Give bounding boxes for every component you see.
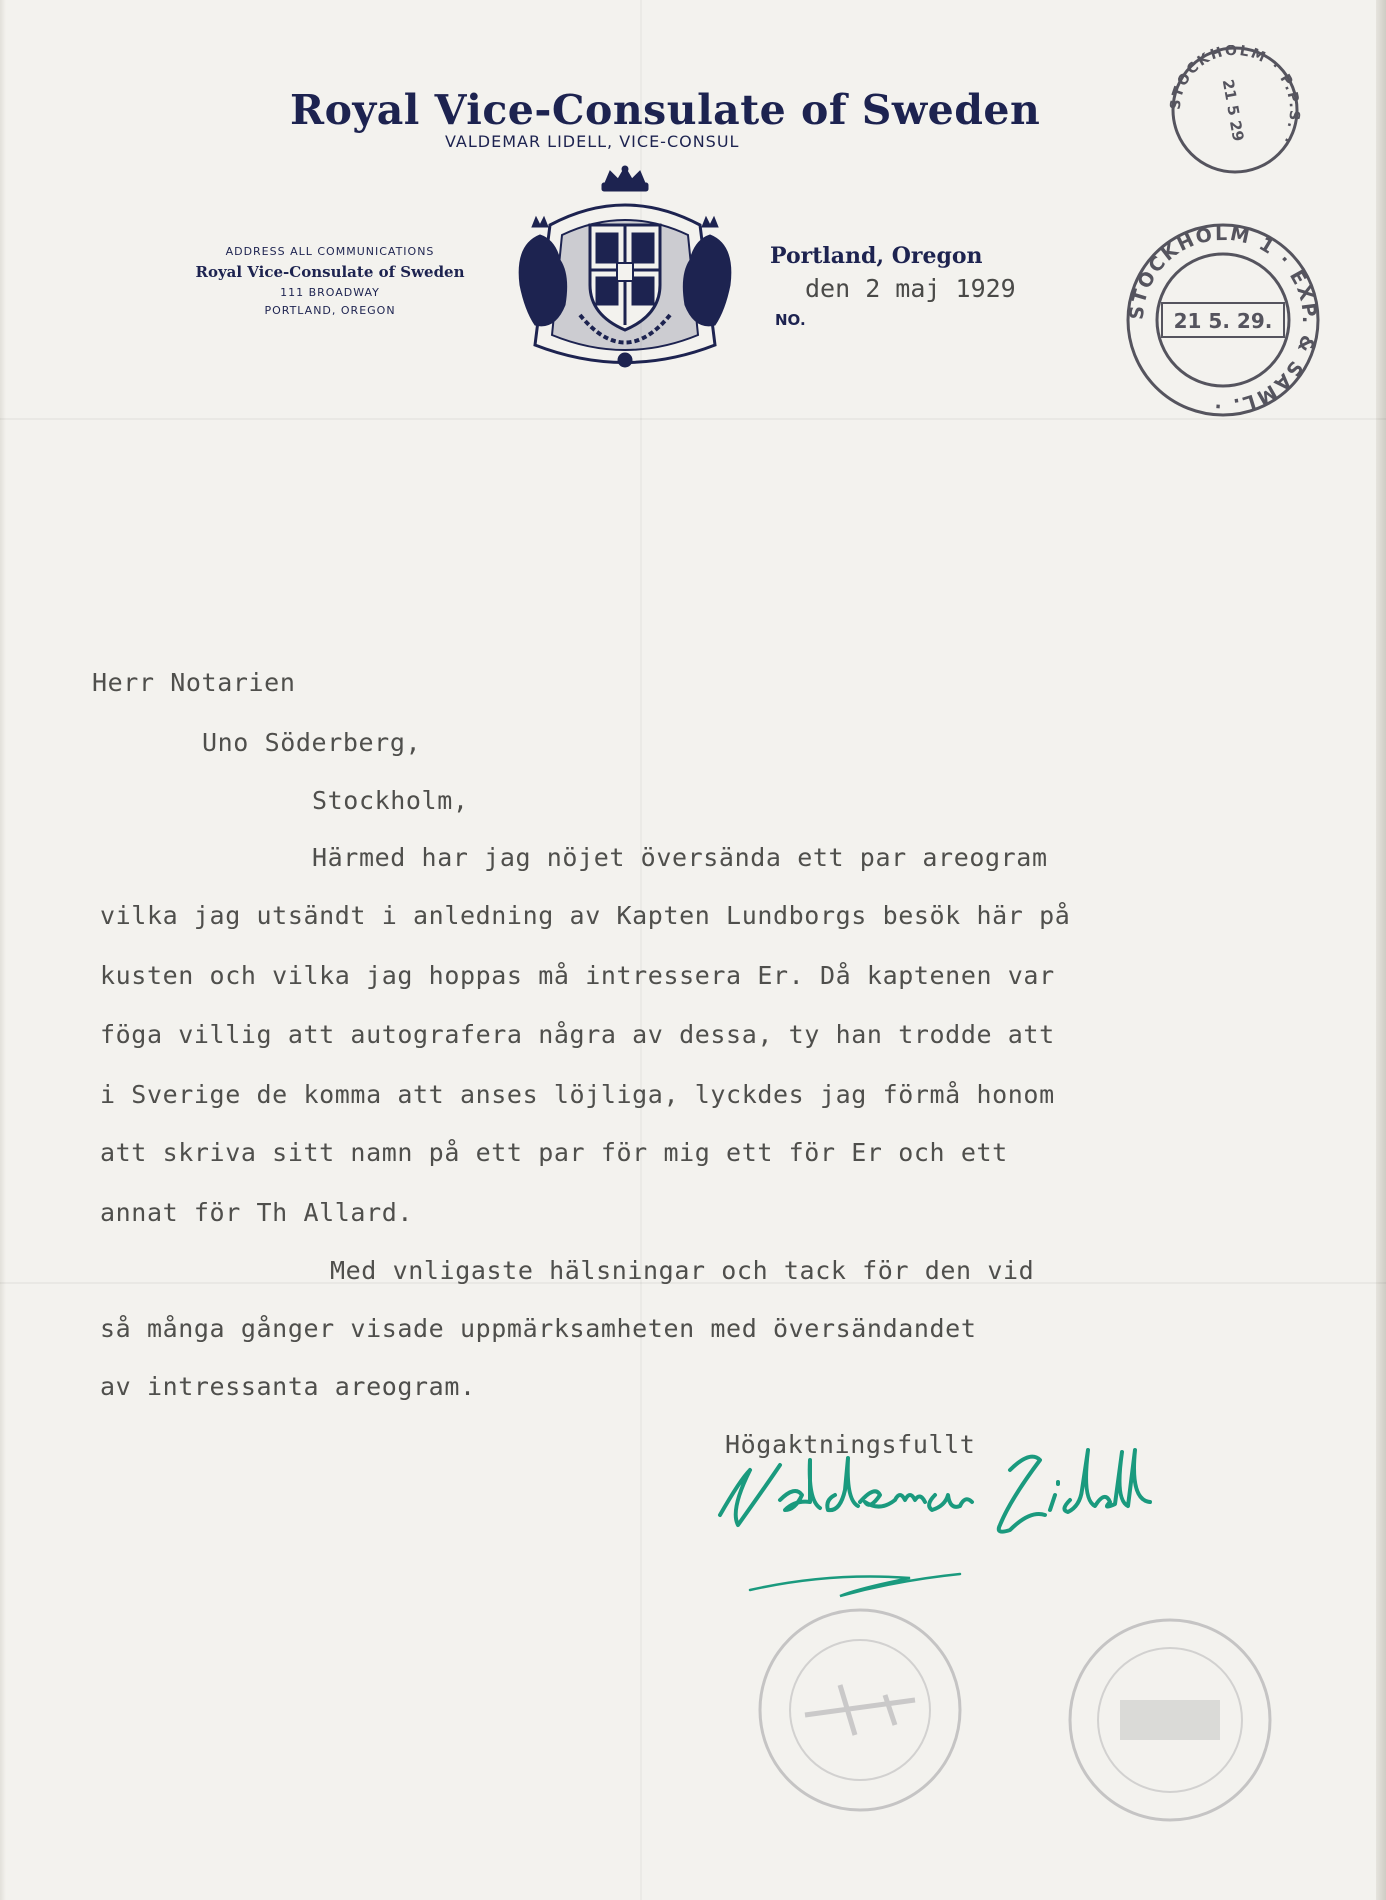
salutation-line: Uno Söderberg, [202,728,422,757]
letter-place: Portland, Oregon [770,243,983,269]
address-line: 111 BROADWAY [280,286,380,299]
signature [710,1440,1190,1620]
stamp-ring-text: STOCKHOLM · P.P.S. · [1167,45,1303,148]
letterhead-title: Royal Vice-Consulate of Sweden [290,86,1041,134]
coat-of-arms-icon [510,165,740,380]
paper-edge-right [1376,0,1386,1900]
body-line: Härmed har jag nöjet översända ett par areogram [312,843,1048,872]
body-line: av intressanta areogram. [100,1372,476,1401]
address-line: PORTLAND, OREGON [264,304,396,317]
postmark-stamp-large [1115,215,1330,425]
stamp-date: 21 5. 29. [1173,309,1273,333]
body-line: så många gånger visade uppmärksamheten med översändandet [100,1314,977,1343]
letterhead-address [170,245,490,317]
postmark-stamp-small [1160,45,1310,175]
stamp-ring-text: STOCKHOLM 1 · EXP. & SAML. · [1125,222,1321,418]
body-line: Med vnligaste hälsningar och tack för den vid [330,1256,1035,1285]
body-line: annat för Th Allard. [100,1198,414,1227]
body-line: i Sverige de komma att anses löjliga, lyckdes jag förmå honom [100,1080,1055,1109]
reference-number-label: NO. [775,311,806,329]
body-line: att skriva sitt namn på ett par för mig ett för Er och ett [100,1138,1008,1167]
letter-date: den 2 maj 1929 [805,274,1016,303]
paper-edge-left [0,0,6,1900]
closing: Högaktningsfullt [725,1430,976,1459]
faint-stamp-airplane [745,1600,975,1820]
body-line: föga villig att autografera några av dessa, ty han trodde att [100,1020,1055,1049]
address-line: ADDRESS ALL COMMUNICATIONS [225,245,435,258]
salutation-line: Stockholm, [312,786,469,815]
stamp-date: 21 5 29 [1218,77,1248,143]
faint-stamp-round [1055,1610,1285,1830]
body-line: vilka jag utsändt i anledning av Kapten Lundborgs besök här på [100,901,1071,930]
salutation-line: Herr Notarien [92,668,296,697]
address-line: Royal Vice-Consulate of Sweden [195,263,465,281]
letterhead-subtitle: VALDEMAR LIDELL, VICE-CONSUL [445,132,740,151]
body-line: kusten och vilka jag hoppas må intressera Er. Då kaptenen var [100,961,1055,990]
